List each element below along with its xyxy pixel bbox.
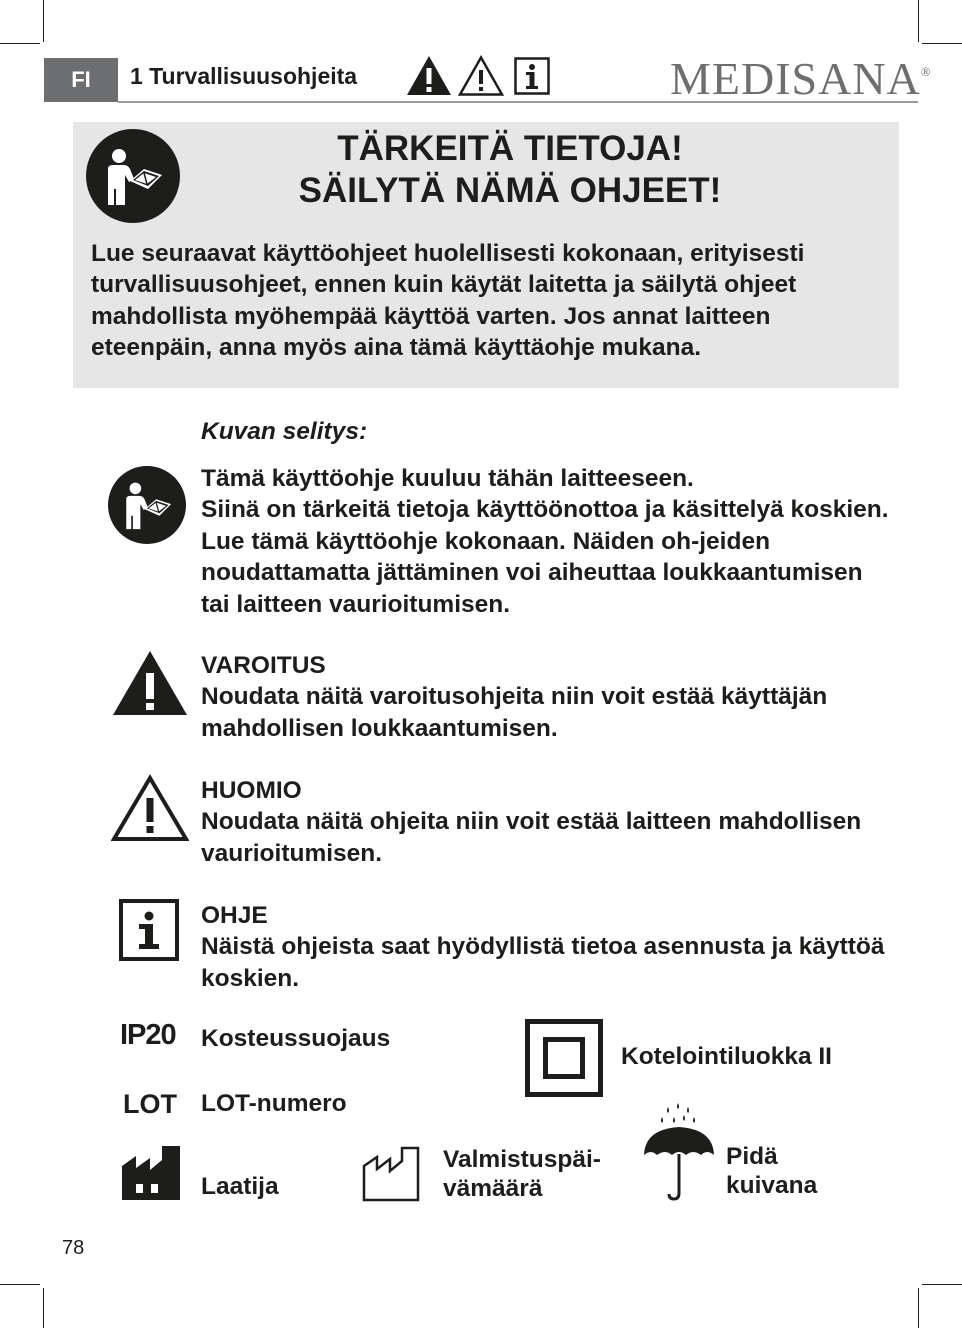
class-ii-label: Kotelointiluokka II — [621, 1043, 832, 1070]
lot-symbol: LOT — [123, 1089, 177, 1119]
notice-body: Lue seuraavat käyttöohjeet huolellisesti kokonaan, erityisesti turvallisuusohjeet, ennen kuin käytät laitetta ja säilytä ohjeet mahdollista myöhempää käyttöä varten. Jos annat laitteen eteenpäin, anna myös aina tämä käyttäohje mukana. — [91, 240, 805, 362]
ip20-label: Kosteussuojaus — [201, 1025, 391, 1052]
legend-entry-manual — [201, 463, 891, 620]
ip20-symbol: IP20 — [120, 1019, 176, 1051]
legend-caution-heading: HUOMIO — [201, 777, 302, 804]
warning-outline-icon — [457, 54, 505, 97]
info-icon — [119, 899, 179, 961]
read-manual-icon — [108, 466, 186, 544]
legend-manual-line1: Tämä käyttöohje kuuluu tähän laitteeseen. — [201, 465, 694, 492]
keep-dry-label: Pidä kuivana — [726, 1143, 818, 1199]
legend-entry-warning — [201, 650, 891, 744]
legend-warning-heading: VAROITUS — [201, 652, 326, 679]
info-icon — [514, 57, 550, 95]
warning-filled-icon — [111, 649, 189, 717]
crop-mark — [0, 1284, 40, 1285]
warning-filled-icon — [405, 54, 453, 97]
language-tab: FI — [44, 58, 118, 102]
section-title: 1 Turvallisuusohjeita — [130, 63, 358, 89]
legend-caution-text: Noudata näitä ohjeita niin voit estää laitteen mahdollisen vaurioitumisen. — [201, 808, 862, 867]
crop-mark — [43, 0, 44, 42]
notice-title: TÄRKEITÄ TIETOJA! SÄILYTÄ NÄMÄ OHJEET! — [298, 129, 722, 210]
manufacture-date-label: Valmistuspäi- vämäärä — [443, 1146, 601, 1202]
read-manual-icon — [86, 129, 180, 223]
manufacturer-label: Laatija — [201, 1173, 279, 1200]
legend-entry-caution — [201, 775, 891, 869]
legend-entry-note — [201, 900, 891, 994]
crop-mark — [43, 1288, 44, 1328]
legend-note-heading: OHJE — [201, 902, 268, 929]
crop-mark — [922, 1284, 962, 1285]
brand-logo: MEDISANA® — [670, 53, 932, 104]
legend-warning-text: Noudata näitä varoitusohjeita niin voit estää käyttäjän mahdollisen loukkaantumisen. — [201, 683, 828, 742]
class-ii-icon — [525, 1019, 603, 1097]
lot-label: LOT-numero — [201, 1090, 347, 1117]
page-number: 78 — [62, 1237, 85, 1259]
manufacturer-icon — [122, 1146, 180, 1200]
legend-manual-text: Siinä on tärkeitä tietoja käyttöönottoa ja käsittelyä koskien. Lue tämä käyttöohje kokonaan. Näiden oh-jeiden noudattamatta jättäminen voi aiheuttaa loukkaantumisen tai laitteen vaurioitumisen. — [201, 496, 889, 618]
crop-mark — [922, 43, 962, 44]
crop-mark — [918, 1288, 919, 1328]
warning-outline-icon — [111, 774, 189, 842]
legend-note-text: Näistä ohjeista saat hyödyllistä tietoa asennusta ja käyttöä koskien. — [201, 933, 885, 992]
manufacture-date-icon — [362, 1146, 420, 1202]
crop-mark — [918, 0, 919, 42]
keep-dry-icon — [641, 1101, 717, 1203]
crop-mark — [0, 43, 40, 44]
legend-heading: Kuvan selitys: — [201, 418, 368, 445]
